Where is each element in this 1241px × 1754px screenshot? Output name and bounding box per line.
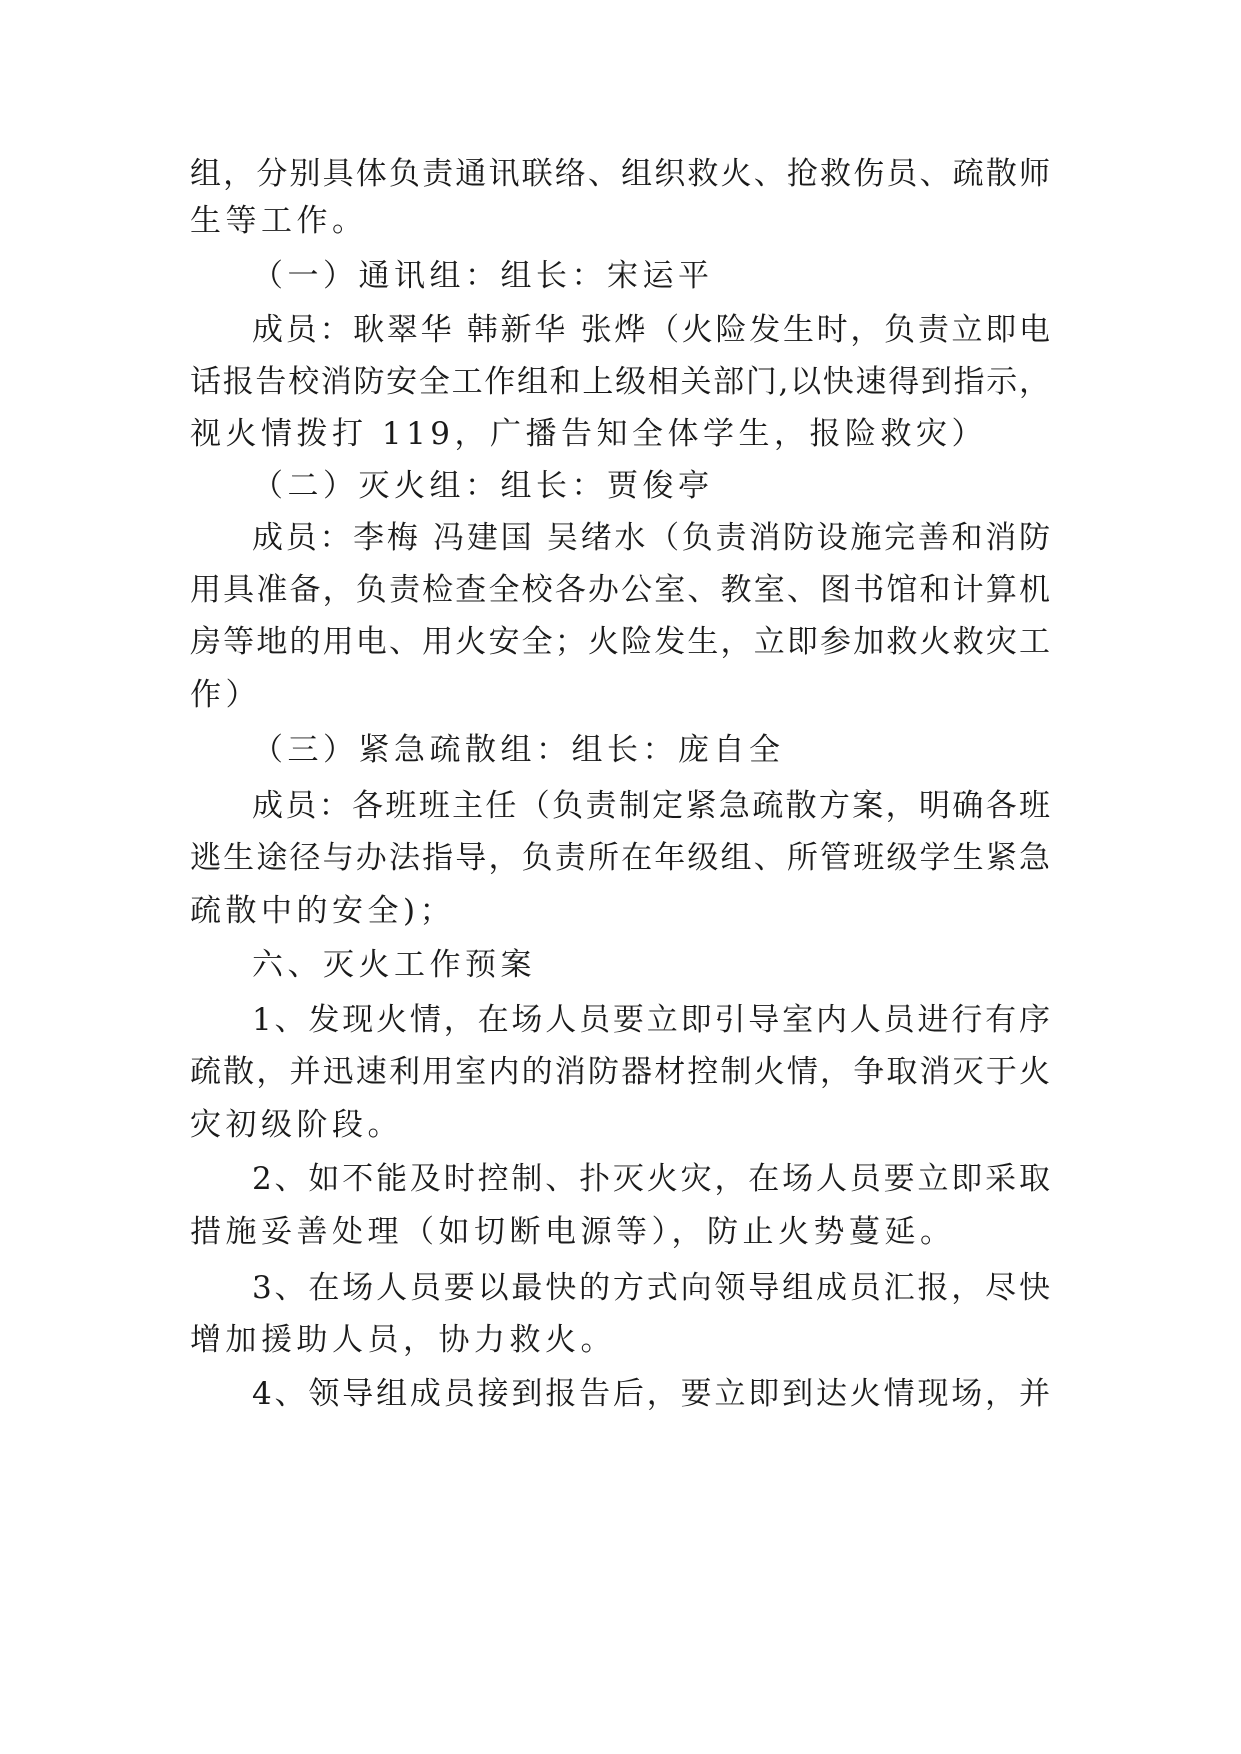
text-line: 成员：各班班主任（负责制定紧急疏散方案，明确各班: [252, 788, 1050, 824]
text-line: 用具准备，负责检查全校各办公室、教室、图书馆和计算机: [190, 572, 1050, 608]
text-line: 组，分别具体负责通讯联络、组织救火、抢救伤员、疏散师: [190, 156, 1050, 192]
text-line: 疏散中的安全)；: [190, 893, 456, 929]
text-line: 措施妥善处理（如切断电源等），防止火势蔓延。: [190, 1214, 956, 1250]
text-line: 灾初级阶段。: [190, 1107, 403, 1143]
text-line: 视火情拨打 119，广播告知全体学生，报险救灾）: [190, 416, 988, 452]
text-line: 话报告校消防安全工作组和上级相关部门,以快速得到指示，: [190, 364, 1050, 400]
text-line: 3、在场人员要以最快的方式向领导组成员汇报，尽快: [252, 1270, 1050, 1306]
text-line: 成员：耿翠华 韩新华 张烨（火险发生时，负责立即电: [252, 312, 1050, 348]
section-heading: 六、灭火工作预案: [252, 947, 536, 983]
text-line: 增加援助人员，协力救火。: [190, 1322, 616, 1358]
text-line: 1、发现火情，在场人员要立即引导室内人员进行有序: [252, 1002, 1050, 1038]
section-heading: （二）灭火组：组长：贾俊亭: [252, 468, 714, 504]
text-line: 作）: [190, 677, 261, 713]
text-line: 房等地的用电、用火安全；火险发生，立即参加救火救灾工: [190, 624, 1050, 660]
section-heading: （一）通讯组：组长：宋运平: [252, 258, 714, 294]
text-line: 疏散，并迅速利用室内的消防器材控制火情，争取消灭于火: [190, 1054, 1050, 1090]
text-line: 逃生途径与办法指导，负责所在年级组、所管班级学生紧急: [190, 840, 1050, 876]
text-line: 2、如不能及时控制、扑灭火灾，在场人员要立即采取: [252, 1161, 1050, 1197]
section-heading: （三）紧急疏散组：组长：庞自全: [252, 732, 785, 768]
text-line: 生等工作。: [190, 203, 368, 239]
text-line: 成员：李梅 冯建国 吴绪水（负责消防设施完善和消防: [252, 520, 1050, 556]
text-line: 4、领导组成员接到报告后，要立即到达火情现场，并: [252, 1376, 1050, 1412]
